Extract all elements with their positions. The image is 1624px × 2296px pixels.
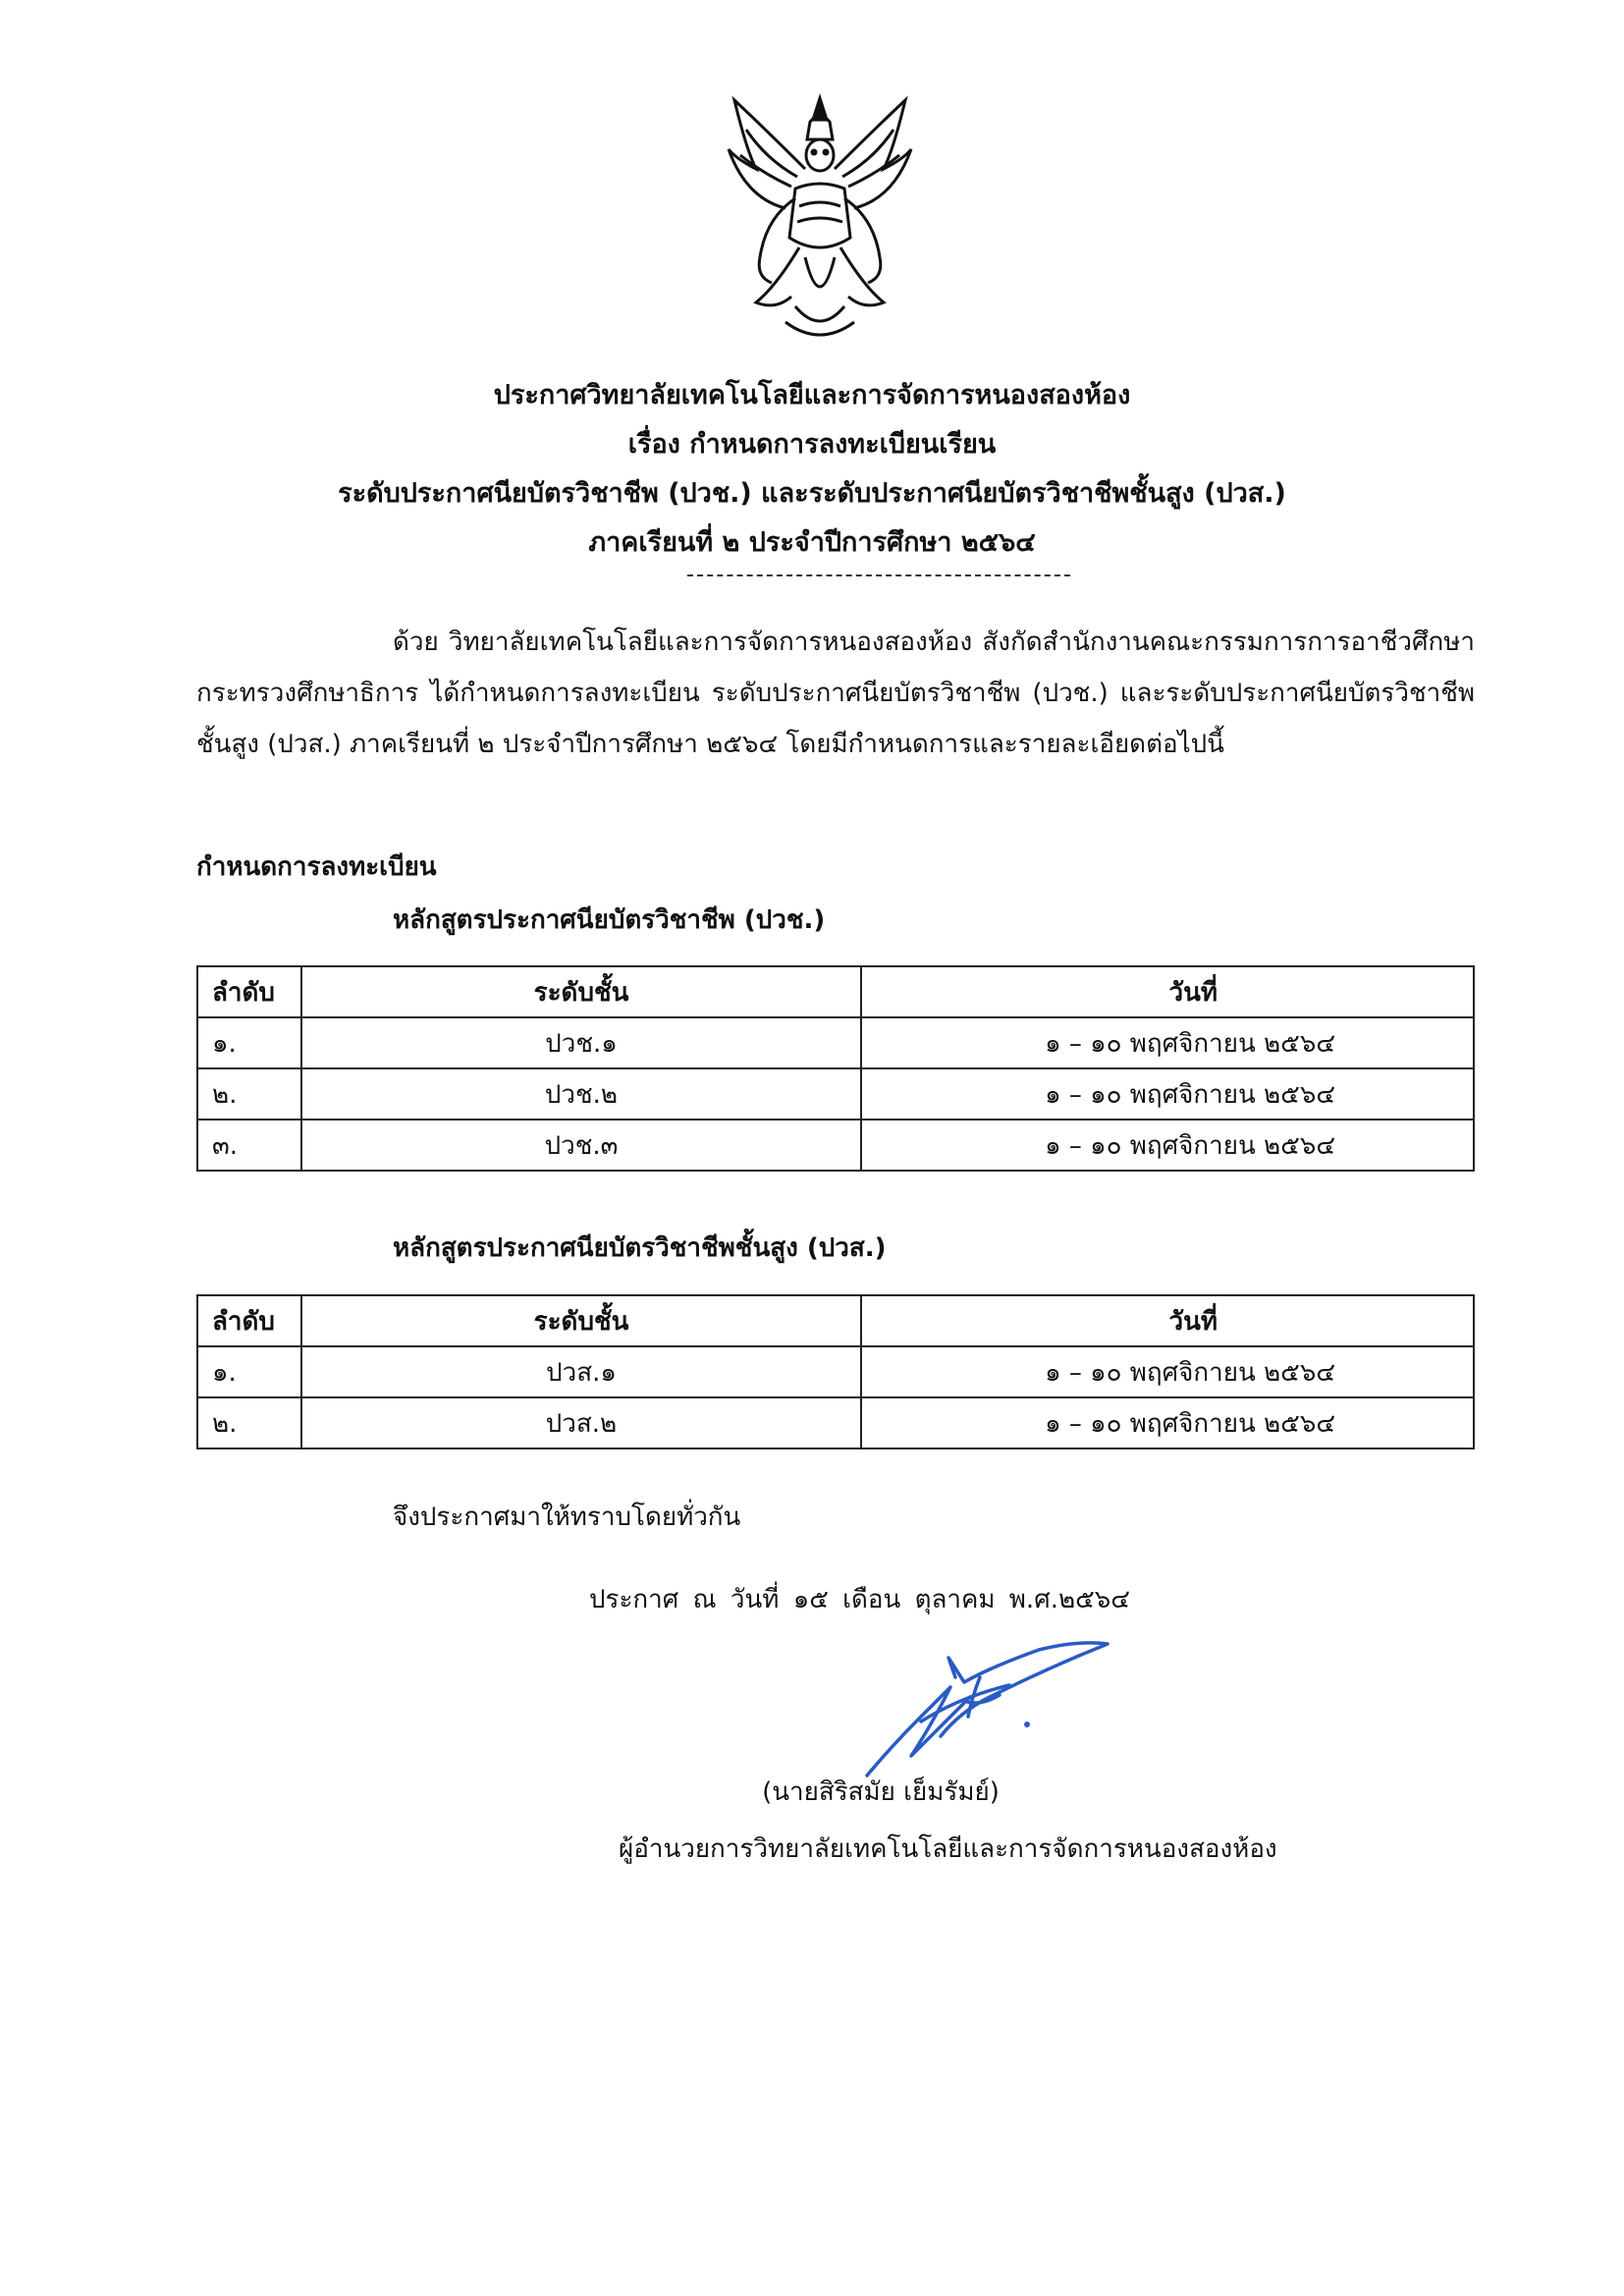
cell-date: ๑ – ๑๐ พฤศจิกายน ๒๕๖๔ — [861, 1346, 1474, 1397]
registration-table-vocational — [196, 965, 1475, 1172]
announcement-term: ภาคเรียนที่ ๒ ประจำปีการศึกษา ๒๕๖๔ — [588, 527, 1036, 558]
body-paragraph-text: ด้วย วิทยาลัยเทคโนโลยีและการจัดการหนองสองห้อง สังกัดสำนักงานคณะกรรมการการอาชีวศึกษา กระทรวงศึกษาธิการ ได้กำหนดการลงทะเบียน ระดับประกาศนียบัตรวิชาชีพ (ปวช.) และระดับประกาศนียบัตรวิชาชีพชั้นสูง (ปวส.) ภาคเรียนที่ ๒ ประจำปีการศึกษา ๒๕๖๔ โดยมีกำหนดการและรายละเอียดต่อไปนี้ — [196, 628, 1475, 759]
cell-date: ๑ – ๑๐ พฤศจิกายน ๒๕๖๔ — [861, 1120, 1474, 1171]
cell-level: ปวช.๑ — [301, 1017, 861, 1068]
cell-order: ๓. — [197, 1120, 301, 1171]
garuda-emblem-icon — [727, 90, 913, 346]
signature-image — [862, 1638, 1117, 1785]
column-header-date: วันที่ — [861, 1295, 1474, 1346]
cell-order: ๒. — [197, 1068, 301, 1120]
body-paragraph — [196, 617, 1475, 770]
table-header-row — [197, 966, 1474, 1017]
column-header-level: ระดับชั้น — [301, 1295, 861, 1346]
cell-date: ๑ – ๑๐ พฤศจิกายน ๒๕๖๔ — [861, 1397, 1474, 1449]
cell-order: ๒. — [197, 1397, 301, 1449]
column-header-order: ลำดับ — [197, 1295, 301, 1346]
table-row — [197, 1017, 1474, 1068]
registration-table-higher-vocational — [196, 1294, 1475, 1449]
announcement-scope: ระดับประกาศนียบัตรวิชาชีพ (ปวช.) และระดับประกาศนียบัตรวิชาชีพชั้นสูง (ปวส.) — [338, 478, 1286, 509]
column-header-date: วันที่ — [861, 966, 1474, 1017]
table-header-row — [197, 1295, 1474, 1346]
separator-line — [687, 574, 1070, 576]
cell-order: ๑. — [197, 1346, 301, 1397]
announcement-date: ประกาศ ณ วันที่ ๑๕ เดือน ตุลาคม พ.ศ.๒๕๖๔ — [589, 1585, 1130, 1614]
signer-title: ผู้อำนวยการวิทยาลัยเทคโนโลยีและการจัดการหนองสองห้อง — [619, 1834, 1277, 1864]
table-row — [197, 1120, 1474, 1171]
table-row — [197, 1068, 1474, 1120]
closing-statement: จึงประกาศมาให้ทราบโดยทั่วกัน — [393, 1503, 741, 1532]
table-row — [197, 1397, 1474, 1449]
signer-name: (นายสิริสมัย เย็มรัมย์) — [762, 1777, 1000, 1807]
cell-level: ปวส.๑ — [301, 1346, 861, 1397]
column-header-order: ลำดับ — [197, 966, 301, 1017]
announcement-title: ประกาศวิทยาลัยเทคโนโลยีและการจัดการหนองสองห้อง — [493, 380, 1131, 410]
cell-level: ปวช.๓ — [301, 1120, 861, 1171]
section-title: กำหนดการลงทะเบียน — [196, 852, 437, 882]
announcement-subject: เรื่อง กำหนดการลงทะเบียนเรียน — [627, 429, 997, 460]
cell-date: ๑ – ๑๐ พฤศจิกายน ๒๕๖๔ — [861, 1017, 1474, 1068]
cell-date: ๑ – ๑๐ พฤศจิกายน ๒๕๖๔ — [861, 1068, 1474, 1120]
table-row — [197, 1346, 1474, 1397]
cell-level: ปวช.๒ — [301, 1068, 861, 1120]
table1-title: หลักสูตรประกาศนียบัตรวิชาชีพ (ปวช.) — [393, 905, 826, 935]
table2-title: หลักสูตรประกาศนียบัตรวิชาชีพชั้นสูง (ปวส.) — [393, 1233, 887, 1263]
column-header-level: ระดับชั้น — [301, 966, 861, 1017]
cell-level: ปวส.๒ — [301, 1397, 861, 1449]
cell-order: ๑. — [197, 1017, 301, 1068]
